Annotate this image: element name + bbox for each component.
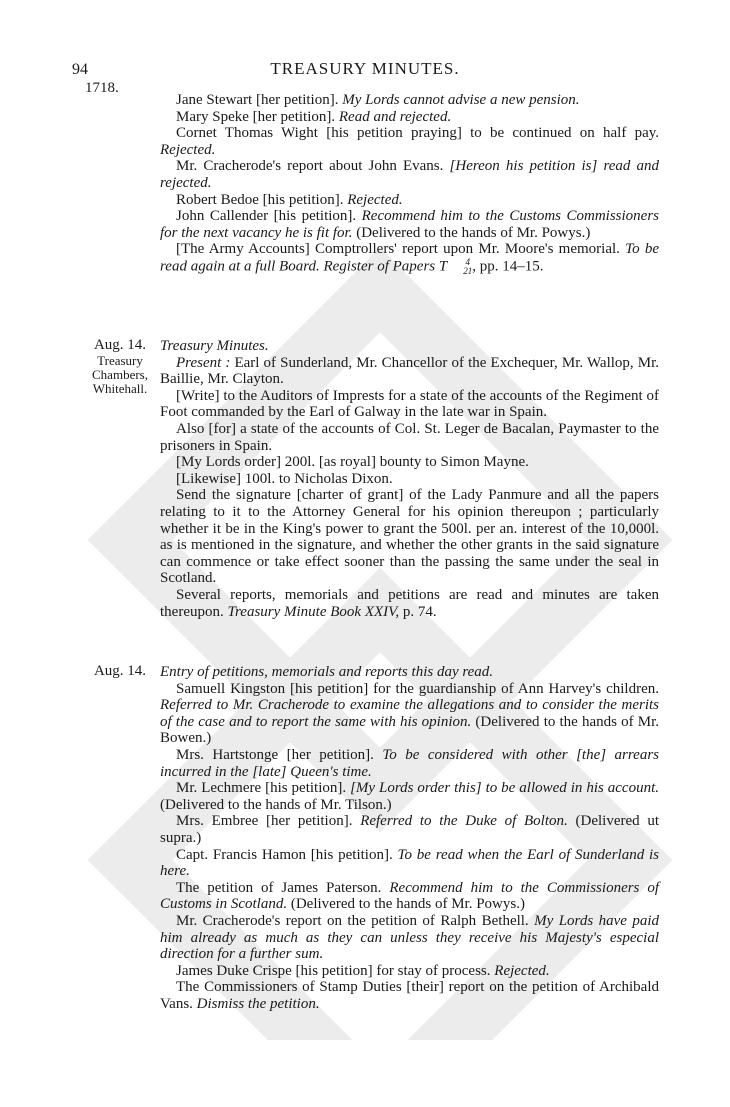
entry-item (160, 913, 659, 963)
entry-text: Mary Speke [her petition]. (176, 108, 336, 125)
entry-text: Mr. Cracherode's report about John Evans. (176, 158, 444, 175)
source-page: p. 74. (402, 603, 437, 620)
minute-paragraph: [Likewise] 100l. to Nicholas Dixon. (176, 470, 393, 487)
margin-date: Aug. 14. (93, 337, 147, 353)
entry-note: (Delivered to the hands of Mr. Bowen.) (160, 713, 660, 747)
entry-decision: Rejected. (494, 962, 550, 979)
entry-text: Samuell Kingston [his petition] for the guardianship of Ann Harvey's children. (176, 680, 659, 697)
margin-place-2: Chambers, (92, 367, 148, 382)
margin-note (80, 664, 160, 680)
entry-list (160, 92, 659, 276)
entry-note: (Delivered to the hands of Mr. Tilson.) (160, 796, 392, 813)
entry-text: Mr. Cracherode's report on the petition of Ralph Bethell. (176, 912, 529, 929)
entry-decision: Recommend him to the Commissioners of Customs in Scotland. (160, 879, 659, 913)
entry-item (160, 747, 659, 780)
page-number: 94 (72, 61, 88, 78)
present-label: Present : (176, 354, 231, 371)
section-title: Treasury Minutes. (160, 338, 269, 354)
register-fraction (447, 258, 472, 276)
entry-text: [The Army Accounts] Comptrollers' report upon Mr. Moore's memorial. (176, 241, 620, 258)
entry-item (160, 92, 659, 109)
entry-item (160, 109, 659, 126)
entry-note: (Delivered to the hands of Mr. Powys.) (290, 896, 525, 913)
entry-decision: Referred to the Duke of Bolton. (360, 813, 568, 830)
entry-decision: Rejected. (160, 141, 216, 158)
minute-paragraph: Send the signature [charter of grant] of the Lady Panmure and all the papers relating to it to the Attorney General for his opinion thereupon ; particularly whether it be in the King's power to grant the 500l. per an. interest of the 10,000l. as is mentioned in the signature, and whether the other grants in the said signature can commence or take effect sooner than the passing the same under the seal in Scotland. (160, 487, 659, 587)
entry-note: , pp. 14–15. (472, 258, 544, 275)
entry-item (160, 813, 659, 846)
entry-item (160, 681, 659, 747)
entry-item (160, 241, 659, 276)
entry-decision: To be read again at a full Board. Register of Papers T (160, 241, 660, 275)
running-head: TREASURY MINUTES. (270, 59, 460, 78)
entry-decision: [My Lords order this] to be allowed in his account. (350, 780, 659, 797)
minutes-body (160, 338, 659, 620)
entry-decision: [Hereon his petition is] read and rejected. (160, 158, 660, 191)
year-marker: 1718. (85, 80, 119, 96)
entry-decision: Referred to Mr. Cracherode to examine the allegations and to consider the merits of the case and to report the same with his opinion. (160, 697, 659, 730)
entry-decision: My Lords have paid him already as much as they can unless they receive his Majesty's especial direction for a further sum. (160, 912, 659, 963)
entry-decision: To be considered with other [the] arrears incurred in the [late] Queen's time. (160, 746, 659, 780)
margin-place-1: Treasury (97, 353, 143, 368)
minute-paragraph: [Write] to the Auditors of Imprests for a state of the accounts of the Regiment of Foot commanded by the Earl of Galway in the late war in Spain. (160, 387, 659, 421)
minute-paragraph: [My Lords order] 200l. [as royal] bounty to Simon Mayne. (176, 454, 529, 471)
fraction-top: 4 (465, 256, 470, 267)
fraction-bottom: 21 (463, 265, 473, 276)
entry-item (160, 880, 659, 913)
entry-item (160, 158, 659, 191)
entry-item (160, 979, 659, 1012)
entry-decision: To be read when the Earl of Sunderland is here. (160, 846, 660, 880)
entry-text: Cornet Thomas Wight [his petition praying] to be continued on half pay. (176, 125, 659, 142)
entry-text: The petition of James Paterson. (176, 879, 382, 896)
margin-place-3: Whitehall. (92, 381, 148, 396)
entry-item (160, 208, 659, 241)
page-header (0, 58, 730, 82)
margin-note (80, 338, 160, 396)
entry-text: James Duke Crispe [his petition] for stay of process. (176, 962, 491, 979)
entry-note: (Delivered to the hands of Mr. Powys.) (356, 224, 591, 241)
entry-text: Robert Bedoe [his petition]. (176, 191, 344, 208)
entry-item (160, 192, 659, 209)
entry-text: Jane Stewart [her petition]. (176, 92, 339, 108)
source-reference: Treasury Minute Book XXIV, (227, 603, 400, 620)
entry-text: Capt. Francis Hamon [his petition]. (176, 846, 393, 863)
entry-note: (Delivered ut supra.) (160, 813, 660, 846)
entry-text: Mr. Lechmere [his petition]. (176, 780, 347, 797)
entry-text: John Callender [his petition]. (176, 208, 357, 225)
entry-item (160, 780, 659, 813)
entry-decision: Dismiss the petition. (196, 995, 320, 1012)
present-text: Earl of Sunderland, Mr. Chancellor of the Exchequer, Mr. Wallop, Mr. Baillie, Mr. Clayton. (160, 354, 660, 388)
margin-date: Aug. 14. (93, 663, 147, 679)
entry-item (160, 963, 659, 980)
entry-item (160, 847, 659, 880)
section-title: Entry of petitions, memorials and reports this day read. (160, 664, 494, 680)
entry-decision: My Lords cannot advise a new pension. (342, 92, 580, 108)
entry-text: Mrs. Hartstonge [her petition]. (176, 746, 374, 763)
petitions-body (160, 664, 659, 1012)
entry-decision: Read and rejected. (338, 108, 452, 125)
entry-text: The Commissioners of Stamp Duties [their] report on the petition of Archibald Vans. (160, 979, 659, 1012)
entry-item (160, 125, 659, 158)
entry-text: Mrs. Embree [her petition]. (176, 813, 353, 830)
entry-decision: Rejected. (347, 191, 403, 208)
minute-paragraph: Also [for] a state of the accounts of Col. St. Leger de Bacalan, Paymaster to the prisoners in Spain. (160, 420, 659, 454)
closing-text: Several reports, memorials and petitions are read and minutes are taken thereupon. (160, 586, 659, 620)
entry-decision: Recommend him to the Customs Commissioners for the next vacancy he is fit for. (160, 208, 660, 241)
minute-closing (160, 587, 659, 620)
